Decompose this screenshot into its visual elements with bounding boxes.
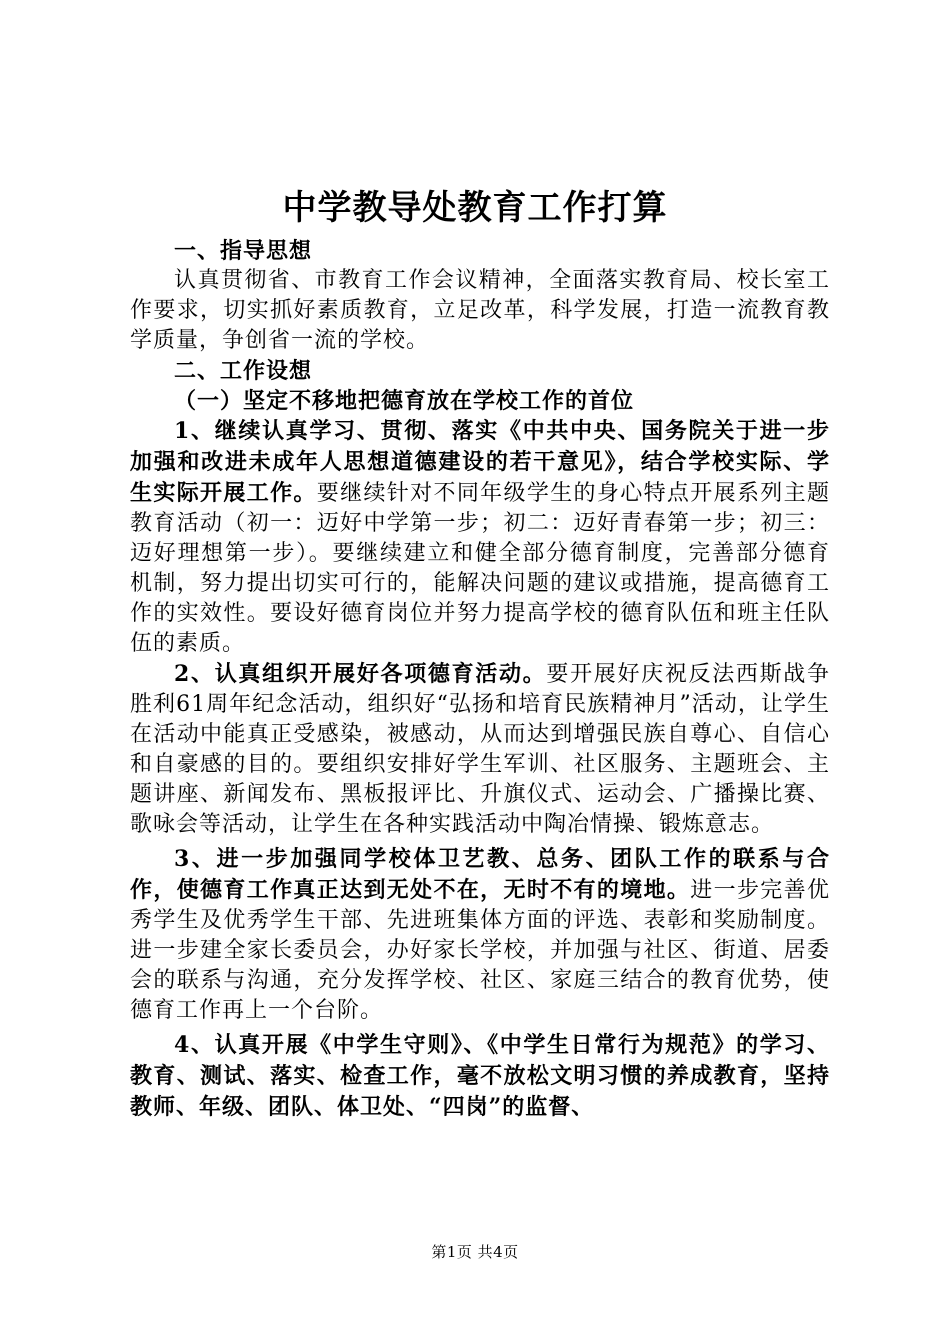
item-2-text: 要开展好庆祝反法西斯战争胜利61周年纪念活动，组织好“弘扬和培育民族精神月”活动，让学生在活动中能真正受感染，被感动，从而达到增强民族自尊心、自信心和自豪感的目的。要组织安排好学生军训、社区服务、主题班会、主题讲座、新闻发布、黑板报评比、升旗仪式、运动会、广播操比赛、歌咏会等活动，让学生在各种实践活动中陶冶情操、锻炼意志。 <box>130 662 830 837</box>
document-title: 中学教导处教育工作打算 <box>282 188 668 228</box>
item-3-text: 进一步完善优秀学生及优秀学生干部、先进班集体方面的评选、表彰和奖励制度。进一步建全家长委员会，办好家长学校，并加强与社区、街道、居委会的联系与沟通，充分发挥学校、社区、家庭三结合的教育优势，使德育工作再上一个台阶。 <box>130 878 830 1023</box>
paragraph-item-3 <box>130 844 830 1026</box>
item-2-lead: 2、认真组织开展好各项德育活动。 <box>174 661 547 687</box>
paragraph-item-4 <box>130 1030 830 1123</box>
page-footer: 第1页 共4页 <box>431 1243 519 1261</box>
item-3-lead: 3、进一步加强同学校体卫艺教、总务、团队工作的联系与合作，使德育工作真正达到无处不在，无时不有的境地。 <box>130 846 830 903</box>
item-1-lead: 1、继续认真学习、贯彻、落实《中共中央、国务院关于进一步加强和改进未成年人思想道德建设的若干意见》，结合学校实际、学生实际开展工作。 <box>130 418 830 506</box>
item-4-lead: 4、认真开展《中学生守则》、《中学生日常行为规范》的学习、教育、测试、落实、检查工作，毫不放松文明习惯的养成教育，坚持教师、年级、团队、体卫处、“四岗”的监督、 <box>130 1032 830 1120</box>
paragraph-item-1 <box>130 416 830 659</box>
section-heading-guiding-ideology: 一、指导思想 <box>174 238 313 264</box>
document-body <box>130 236 830 1123</box>
paragraph-item-2 <box>130 659 830 840</box>
subsection-heading-moral-education: （一）坚定不移地把德育放在学校工作的首位 <box>174 388 635 414</box>
paragraph-guiding-ideology: 认真贯彻省、市教育工作会议精神，全面落实教育局、校长室工作要求，切实抓好素质教育，立足改革，科学发展，打造一流教育教学质量，争创省一流的学校。 <box>130 268 830 353</box>
item-1-text: 要继续针对不同年级学生的身心特点开展系列主题教育活动（初一：迈好中学第一步；初二：迈好青春第一步；初三：迈好理想第一步）。要继续建立和健全部分德育制度，完善部分德育机制，努力提出切实可行的，能解决问题的建议或措施，提高德育工作的实效性。要设好德育岗位并努力提高学校的德育队伍和班主任队伍的素质。 <box>130 481 830 656</box>
section-heading-work-plan: 二、工作设想 <box>174 358 313 384</box>
